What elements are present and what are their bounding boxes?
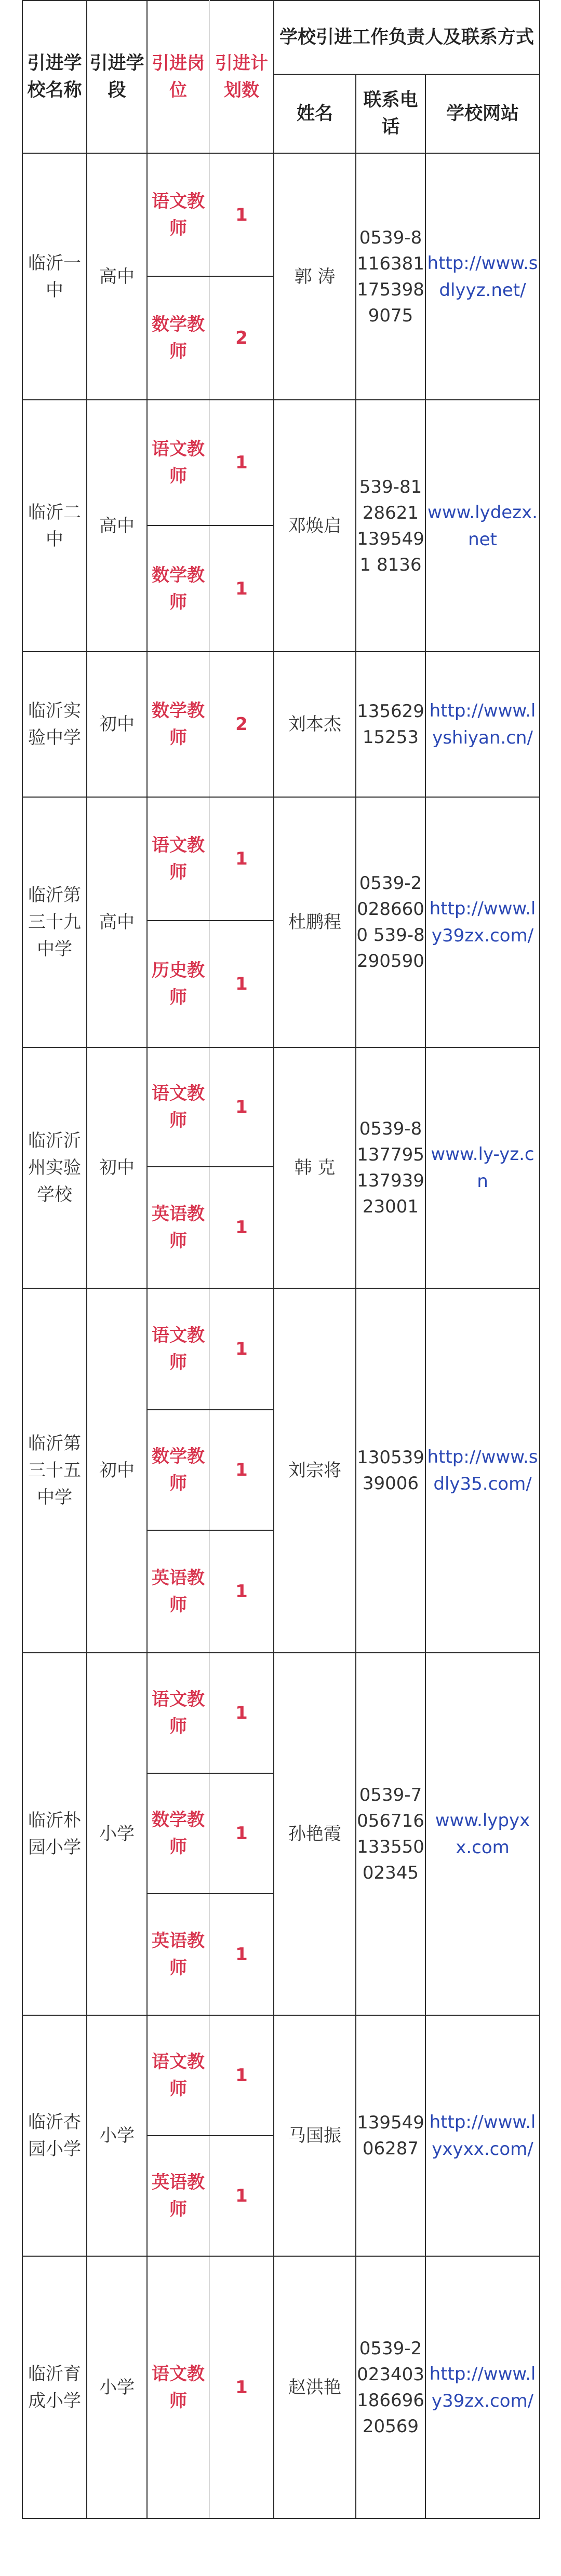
school-stage: 小学 [87, 2015, 147, 2256]
plan-count: 1 [209, 1653, 274, 1773]
plan-count: 2 [209, 652, 274, 797]
post-name: 数学教师 [147, 525, 209, 652]
plan-count: 1 [209, 2256, 274, 2518]
contact-name: 杜鹏程 [274, 797, 356, 1047]
post-name: 语文教师 [147, 2256, 209, 2518]
school-stage: 初中 [87, 1288, 147, 1653]
school-name: 临沂育成小学 [22, 2256, 87, 2518]
contact-name: 邓焕启 [274, 400, 356, 652]
plan-count: 1 [209, 525, 274, 652]
table-row [22, 153, 540, 276]
header-plan: 引进计划数 [209, 1, 274, 153]
plan-count: 1 [209, 921, 274, 1047]
header-post: 引进岗位 [147, 1, 209, 153]
contact-name: 郭 涛 [274, 153, 356, 400]
post-name: 数学教师 [147, 276, 209, 400]
table-row [22, 400, 540, 525]
school-website-link[interactable]: http://www.ly39zx.com/ [425, 797, 540, 1047]
table-row [22, 797, 540, 921]
school-name: 临沂第三十五中学 [22, 1288, 87, 1653]
table-row [22, 2015, 540, 2136]
post-name: 数学教师 [147, 1410, 209, 1530]
school-website-link[interactable]: www.ly-yz.cn [425, 1047, 540, 1288]
contact-name: 韩 克 [274, 1047, 356, 1288]
contact-name: 刘本杰 [274, 652, 356, 797]
contact-name: 赵洪艳 [274, 2256, 356, 2518]
contact-phone: 13053939006 [356, 1288, 425, 1653]
contact-phone: 0539-2023403 18669620569 [356, 2256, 425, 2518]
post-name: 英语教师 [147, 2136, 209, 2256]
post-name: 英语教师 [147, 1167, 209, 1288]
school-website-link[interactable]: http://www.sdly35.com/ [425, 1288, 540, 1653]
school-stage: 高中 [87, 153, 147, 400]
contact-name: 孙艳霞 [274, 1653, 356, 2015]
school-stage: 初中 [87, 1047, 147, 1288]
post-name: 历史教师 [147, 921, 209, 1047]
school-stage: 初中 [87, 652, 147, 797]
table-row [22, 652, 540, 797]
plan-count: 1 [209, 1530, 274, 1653]
contact-name: 马国振 [274, 2015, 356, 2256]
school-name: 临沂沂州实验学校 [22, 1047, 87, 1288]
school-name: 临沂一中 [22, 153, 87, 400]
plan-count: 1 [209, 153, 274, 276]
table-row [22, 1288, 540, 1410]
post-name: 英语教师 [147, 1530, 209, 1653]
plan-count: 1 [209, 1894, 274, 2015]
post-name: 语文教师 [147, 1047, 209, 1167]
post-name: 数学教师 [147, 652, 209, 797]
table-row [22, 1047, 540, 1167]
school-website-link[interactable]: www.lypyx x.com [425, 1653, 540, 2015]
post-name: 语文教师 [147, 1288, 209, 1410]
post-name: 语文教师 [147, 797, 209, 921]
contact-phone: 539-8128621 1395491 8136 [356, 400, 425, 652]
school-website-link[interactable]: http://www.ly39zx.com/ [425, 2256, 540, 2518]
school-stage: 高中 [87, 797, 147, 1047]
contact-phone: 13954906287 [356, 2015, 425, 2256]
school-stage: 小学 [87, 2256, 147, 2518]
school-name: 临沂二中 [22, 400, 87, 652]
school-website-link[interactable]: http://www.lyshiyan.cn/ [425, 652, 540, 797]
table-row [22, 2256, 540, 2518]
post-name: 英语教师 [147, 1894, 209, 2015]
post-name: 语文教师 [147, 2015, 209, 2136]
header-stage: 引进学段 [87, 1, 147, 153]
contact-phone: 0539-813779513793923001 [356, 1047, 425, 1288]
contact-phone: 0539-7056716 13355002345 [356, 1653, 425, 2015]
teacher-recruitment-table [22, 0, 540, 2519]
contact-phone: 13562915253 [356, 652, 425, 797]
contact-name: 刘宗将 [274, 1288, 356, 1653]
plan-count: 1 [209, 1773, 274, 1894]
header-site: 学校网站 [425, 74, 540, 153]
contact-phone: 0539-2028660 0 539-8290590 [356, 797, 425, 1047]
post-name: 语文教师 [147, 1653, 209, 1773]
plan-count: 2 [209, 276, 274, 400]
school-name: 临沂实验中学 [22, 652, 87, 797]
plan-count: 1 [209, 1410, 274, 1530]
header-school: 引进学校名称 [22, 1, 87, 153]
school-name: 临沂朴园小学 [22, 1653, 87, 2015]
header-contact: 学校引进工作负责人及联系方式 [274, 1, 540, 74]
school-name: 临沂杏园小学 [22, 2015, 87, 2256]
school-stage: 小学 [87, 1653, 147, 2015]
plan-count: 1 [209, 2015, 274, 2136]
header-phone: 联系电话 [356, 74, 425, 153]
table-body [22, 153, 540, 2518]
post-name: 语文教师 [147, 400, 209, 525]
plan-count: 1 [209, 797, 274, 921]
school-website-link[interactable]: www.lydezx.net [425, 400, 540, 652]
school-website-link[interactable]: http://www.lyxyxx.com/ [425, 2015, 540, 2256]
post-name: 语文教师 [147, 153, 209, 276]
header-name: 姓名 [274, 74, 356, 153]
plan-count: 1 [209, 400, 274, 525]
school-name: 临沂第三十九中学 [22, 797, 87, 1047]
plan-count: 1 [209, 1047, 274, 1167]
table-row [22, 1653, 540, 1773]
school-stage: 高中 [87, 400, 147, 652]
school-website-link[interactable]: http://www.sdlyyz.net/ [425, 153, 540, 400]
plan-count: 1 [209, 1288, 274, 1410]
post-name: 数学教师 [147, 1773, 209, 1894]
plan-count: 1 [209, 2136, 274, 2256]
plan-count: 1 [209, 1167, 274, 1288]
contact-phone: 0539-8116381 1753989075 [356, 153, 425, 400]
